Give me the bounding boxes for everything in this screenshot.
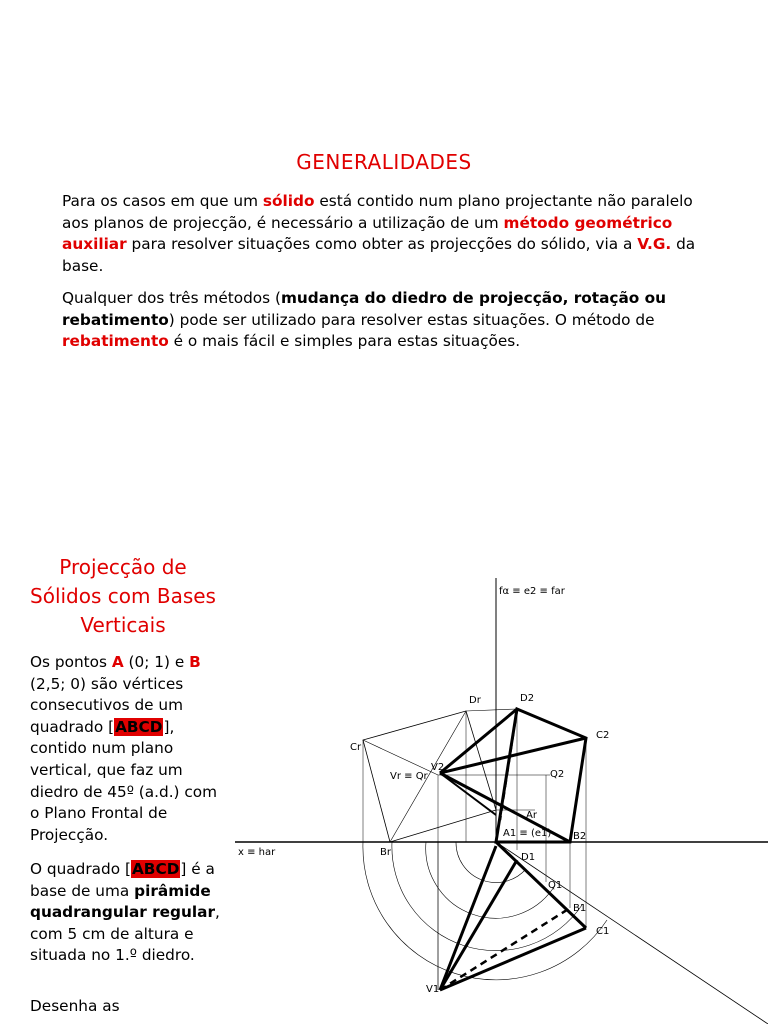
label-Q1: Q1 [548,880,563,891]
label-C2: C2 [596,730,610,741]
label-B1: B1 [573,903,587,914]
label-x-axis: x ≡ har [238,847,276,858]
square-label: ABCD [115,717,163,736]
frontal-base [496,709,586,842]
point-a-label: A [111,653,124,671]
point-b-label: B [189,653,201,671]
horizontal-base-trace [496,842,586,928]
label-V2: V2 [431,762,445,773]
pyramid-statement: O quadrado [ABCD] é a base de uma pirâmide quadrangular regular, com 5 cm de altura e situada no 1.º diedro. [30,860,220,965]
label-B2: B2 [573,831,587,842]
label-Dr: Dr [469,695,481,706]
label-axis-top: fα ≡ e2 ≡ far [499,586,565,597]
section-title: Projecção de Sólidos com Bases Verticais [30,555,216,637]
intro-paragraph: Para os casos em que um sólido está contido num plano projectante não paralelo aos planos de projecção, é necessário a utilização de um método geométrico auxiliar para resolver situações como obter as projecções do sólido, via a V.G. da base. [62,192,696,275]
label-Q2: Q2 [550,769,565,780]
instruction-start: Desenha as [30,997,120,1015]
label-Ar: Ar [526,810,537,821]
label-C1: C1 [596,926,610,937]
square-label-2: ABCD [131,860,180,878]
problem-statement: Os pontos A (0; 1) e B (2,5; 0) são vértices consecutivos de um quadrado [ABCD], contido num plano vertical, que faz um diedro de 45º (a.d.) com o Plano Frontal de Projecção. [30,653,218,844]
methods-list: mudança do diedro de projecção, rotação ou rebatimento [62,289,667,329]
rebated-square [363,711,496,842]
frontal-edge-VA [440,773,496,815]
construction-Dr-D2 [466,709,517,711]
label-D2: D2 [520,693,535,704]
page-title: GENERALIDADES [296,150,472,174]
label-D1: D1 [521,852,536,863]
rotation-arc-4 [363,842,610,980]
label-Br: Br [380,847,391,858]
construction-Cr-Vr [363,740,438,775]
label-V1: V1 [426,984,440,995]
keyword-vg: V.G. [637,235,672,253]
keyword-solido: sólido [262,192,315,210]
label-Cr: Cr [350,742,362,753]
label-A1e1: A1 ≡ (e1) [503,828,552,839]
keyword-rebatimento: rebatimento [62,332,169,350]
horizontal-edge-V1D1 [440,860,517,990]
keyword-metodo: método geométrico auxiliar [62,213,673,253]
horizontal-trace-line [496,842,768,1024]
methods-paragraph: Qualquer dos três métodos (mudança do diedro de projecção, rotação ou rebatimento) pode ser utilizado para resolver estas situações. O método de rebatimento é o mais fácil e simples para estas situações. [62,289,667,350]
label-VrQr: Vr ≡ Qr [390,771,428,782]
pyramid-term: pirâmide quadrangular regular [30,881,216,922]
geometry-diagram [230,570,768,1024]
horizontal-hidden-edge [440,908,570,990]
